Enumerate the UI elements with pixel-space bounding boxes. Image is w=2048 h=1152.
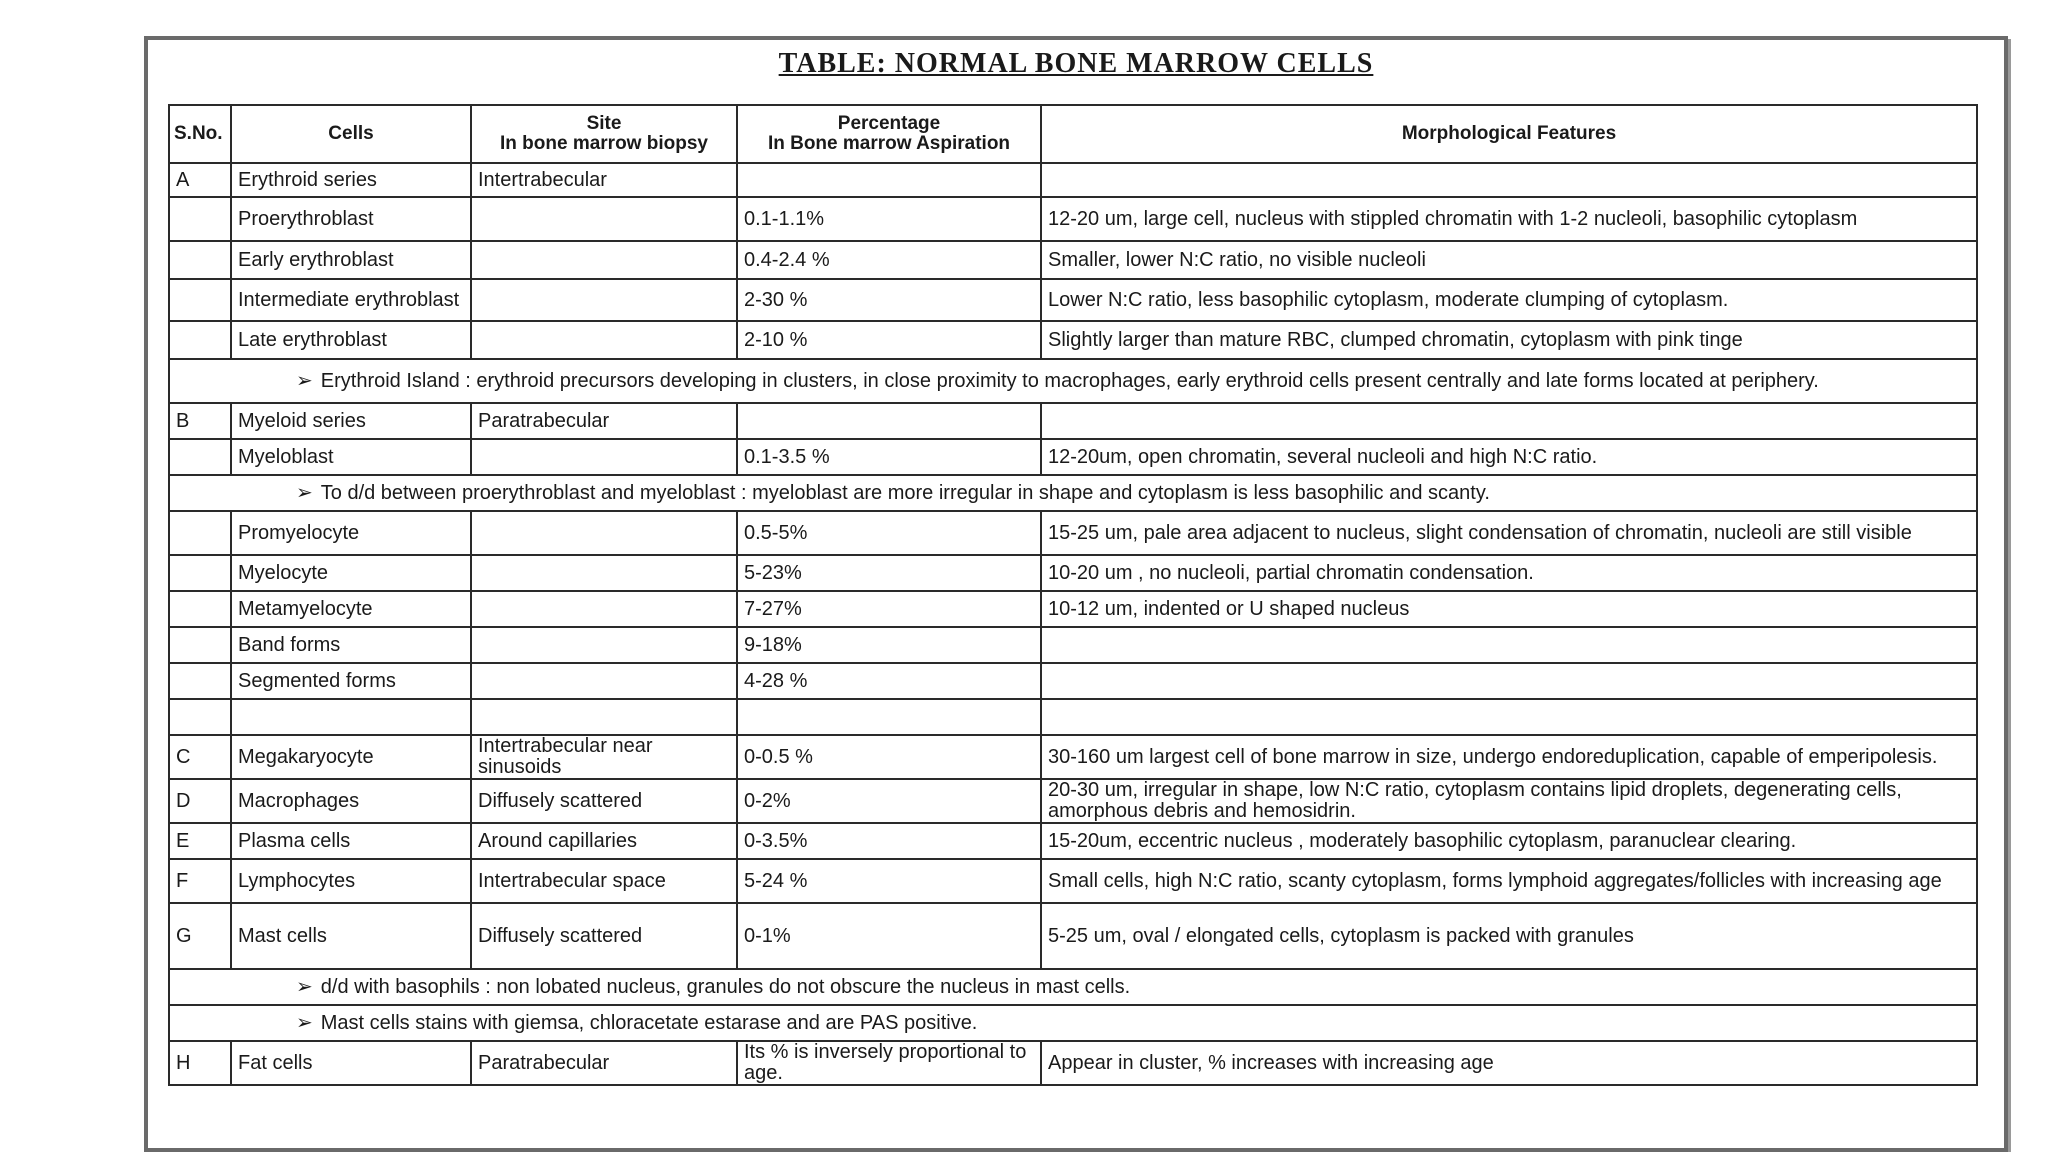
arrow-bullet-icon: ➢ — [296, 1011, 313, 1034]
cell-percentage: 7-27% — [737, 591, 1041, 627]
cell-name: Lymphocytes — [231, 859, 471, 903]
note-row — [169, 1005, 1977, 1041]
cell-percentage: 5-24 % — [737, 859, 1041, 903]
cell-site — [471, 197, 737, 241]
cell-site: Diffusely scattered — [471, 779, 737, 823]
cell-name: Megakaryocyte — [231, 735, 471, 779]
cell-name: Plasma cells — [231, 823, 471, 859]
table-row — [169, 903, 1977, 969]
note-cell — [169, 969, 1977, 1005]
cell-sno — [169, 591, 231, 627]
cell-sno: H — [169, 1041, 231, 1085]
header-pct-line1: Percentage — [837, 113, 941, 134]
cell-features: Appear in cluster, % increases with increasing age — [1041, 1041, 1977, 1085]
arrow-bullet-icon: ➢ — [296, 975, 313, 998]
table-row — [169, 823, 1977, 859]
table-row — [169, 439, 1977, 475]
cell-features: Lower N:C ratio, less basophilic cytoplasm, moderate clumping of cytoplasm. — [1041, 279, 1977, 321]
note-row — [169, 969, 1977, 1005]
cell-percentage: 2-10 % — [737, 321, 1041, 359]
cell-sno — [169, 627, 231, 663]
cell-name: Myeloid series — [231, 403, 471, 439]
cell-features: 20-30 um, irregular in shape, low N:C ratio, cytoplasm contains lipid droplets, degenerating cells, amorphous debris and hemosidrin. — [1041, 779, 1977, 823]
cell-sno: A — [169, 163, 231, 197]
table-row — [169, 511, 1977, 555]
header-site-line1: Site — [586, 113, 622, 134]
cell-name: Intermediate erythroblast — [231, 279, 471, 321]
cell-site — [471, 555, 737, 591]
header-percentage — [737, 105, 1041, 163]
cell-percentage — [737, 163, 1041, 197]
table-row — [169, 627, 1977, 663]
cell-name: Myelocyte — [231, 555, 471, 591]
cell-features: 5-25 um, oval / elongated cells, cytoplasm is packed with granules — [1041, 903, 1977, 969]
cell-sno: C — [169, 735, 231, 779]
cell-name: Metamyelocyte — [231, 591, 471, 627]
header-features: Morphological Features — [1041, 105, 1977, 163]
cell-site — [471, 241, 737, 279]
cell-features: Small cells, high N:C ratio, scanty cytoplasm, forms lymphoid aggregates/follicles with increasing age — [1041, 859, 1977, 903]
cell-features: 10-12 um, indented or U shaped nucleus — [1041, 591, 1977, 627]
cell-name: Late erythroblast — [231, 321, 471, 359]
document-frame — [144, 36, 2008, 1152]
cell-site — [471, 591, 737, 627]
cell-sno — [169, 511, 231, 555]
cell-site — [471, 511, 737, 555]
cell-features — [1041, 663, 1977, 699]
note-cell — [169, 359, 1977, 403]
table-row — [169, 779, 1977, 823]
cell-sno: D — [169, 779, 231, 823]
cell-site: Diffusely scattered — [471, 903, 737, 969]
table-row — [169, 735, 1977, 779]
table-row — [169, 197, 1977, 241]
cell-percentage: 0-3.5% — [737, 823, 1041, 859]
table-row — [169, 663, 1977, 699]
cell-features: 10-20 um , no nucleoli, partial chromatin condensation. — [1041, 555, 1977, 591]
cell-percentage — [737, 403, 1041, 439]
header-pct-line2: In Bone marrow Aspiration — [767, 133, 1011, 154]
cell-percentage: 4-28 % — [737, 663, 1041, 699]
table-row — [169, 403, 1977, 439]
cell-percentage: 0.1-1.1% — [737, 197, 1041, 241]
cell-site: Intertrabecular — [471, 163, 737, 197]
cell-percentage: 0.4-2.4 % — [737, 241, 1041, 279]
table-body — [169, 163, 1977, 1085]
cell-site: Intertrabecular space — [471, 859, 737, 903]
cell-name: Early erythroblast — [231, 241, 471, 279]
table-row — [169, 1041, 1977, 1085]
cell-sno — [169, 439, 231, 475]
cell-site — [471, 627, 737, 663]
header-site — [471, 105, 737, 163]
cell-features: Smaller, lower N:C ratio, no visible nucleoli — [1041, 241, 1977, 279]
cell-percentage: Its % is inversely proportional to age. — [737, 1041, 1041, 1085]
cell-percentage: 2-30 % — [737, 279, 1041, 321]
table-row — [169, 591, 1977, 627]
table-header-row — [169, 105, 1977, 163]
page-title: TABLE: NORMAL BONE MARROW CELLS — [778, 48, 1374, 79]
table-row — [169, 279, 1977, 321]
cell-features — [1041, 627, 1977, 663]
cell-site — [471, 699, 737, 735]
note-text: To d/d between proerythroblast and myeloblast : myeloblast are more irregular in shape and cytoplasm is less basophilic and scanty. — [320, 481, 1490, 504]
cell-features — [1041, 403, 1977, 439]
cell-sno — [169, 663, 231, 699]
cell-features: 15-25 um, pale area adjacent to nucleus, slight condensation of chromatin, nucleoli are still visible — [1041, 511, 1977, 555]
table-row — [169, 555, 1977, 591]
arrow-bullet-icon: ➢ — [296, 481, 313, 504]
cell-name: Macrophages — [231, 779, 471, 823]
cell-sno — [169, 555, 231, 591]
cell-name: Mast cells — [231, 903, 471, 969]
header-sno: S.No. — [169, 105, 231, 163]
header-cells: Cells — [231, 105, 471, 163]
cell-percentage: 0-2% — [737, 779, 1041, 823]
cell-name: Band forms — [231, 627, 471, 663]
cell-sno: B — [169, 403, 231, 439]
note-text: Mast cells stains with giemsa, chloracetate estarase and are PAS positive. — [320, 1011, 978, 1034]
cell-sno — [169, 321, 231, 359]
cell-sno: F — [169, 859, 231, 903]
cell-features: 12-20um, open chromatin, several nucleoli and high N:C ratio. — [1041, 439, 1977, 475]
cell-sno — [169, 197, 231, 241]
cell-features: 30-160 um largest cell of bone marrow in size, undergo endoreduplication, capable of emperipolesis. — [1041, 735, 1977, 779]
cell-features — [1041, 163, 1977, 197]
bone-marrow-table — [168, 104, 1978, 1086]
cell-percentage: 9-18% — [737, 627, 1041, 663]
cell-name: Promyelocyte — [231, 511, 471, 555]
note-text: d/d with basophils : non lobated nucleus, granules do not obscure the nucleus in mast cells. — [320, 975, 1131, 998]
note-cell — [169, 475, 1977, 511]
table-row — [169, 321, 1977, 359]
cell-name — [231, 699, 471, 735]
cell-name: Myeloblast — [231, 439, 471, 475]
cell-sno — [169, 241, 231, 279]
cell-site — [471, 663, 737, 699]
cell-sno — [169, 279, 231, 321]
cell-name: Proerythroblast — [231, 197, 471, 241]
cell-site: Paratrabecular — [471, 403, 737, 439]
cell-percentage: 5-23% — [737, 555, 1041, 591]
cell-name: Erythroid series — [231, 163, 471, 197]
table-row — [169, 163, 1977, 197]
cell-features: Slightly larger than mature RBC, clumped chromatin, cytoplasm with pink tinge — [1041, 321, 1977, 359]
cell-features: 12-20 um, large cell, nucleus with stippled chromatin with 1-2 nucleoli, basophilic cytoplasm — [1041, 197, 1977, 241]
table-row — [169, 699, 1977, 735]
cell-percentage — [737, 699, 1041, 735]
note-cell — [169, 1005, 1977, 1041]
note-row — [169, 475, 1977, 511]
cell-name: Segmented forms — [231, 663, 471, 699]
note-text: Erythroid Island : erythroid precursors developing in clusters, in close proximity to macrophages, early erythroid cells present centrally and late forms located at periphery. — [320, 369, 1819, 392]
cell-sno — [169, 699, 231, 735]
note-row — [169, 359, 1977, 403]
cell-percentage: 0-0.5 % — [737, 735, 1041, 779]
cell-percentage: 0.5-5% — [737, 511, 1041, 555]
cell-site: Intertrabecular near sinusoids — [471, 735, 737, 779]
table-row — [169, 241, 1977, 279]
cell-features: 15-20um, eccentric nucleus , moderately basophilic cytoplasm, paranuclear clearing. — [1041, 823, 1977, 859]
cell-percentage: 0-1% — [737, 903, 1041, 969]
cell-site — [471, 279, 737, 321]
cell-site: Paratrabecular — [471, 1041, 737, 1085]
cell-site: Around capillaries — [471, 823, 737, 859]
cell-sno: G — [169, 903, 231, 969]
cell-features — [1041, 699, 1977, 735]
header-site-line2: In bone marrow biopsy — [500, 133, 708, 154]
table-row — [169, 859, 1977, 903]
cell-site — [471, 321, 737, 359]
arrow-bullet-icon: ➢ — [296, 369, 313, 392]
cell-name: Fat cells — [231, 1041, 471, 1085]
cell-site — [471, 439, 737, 475]
cell-sno: E — [169, 823, 231, 859]
cell-percentage: 0.1-3.5 % — [737, 439, 1041, 475]
